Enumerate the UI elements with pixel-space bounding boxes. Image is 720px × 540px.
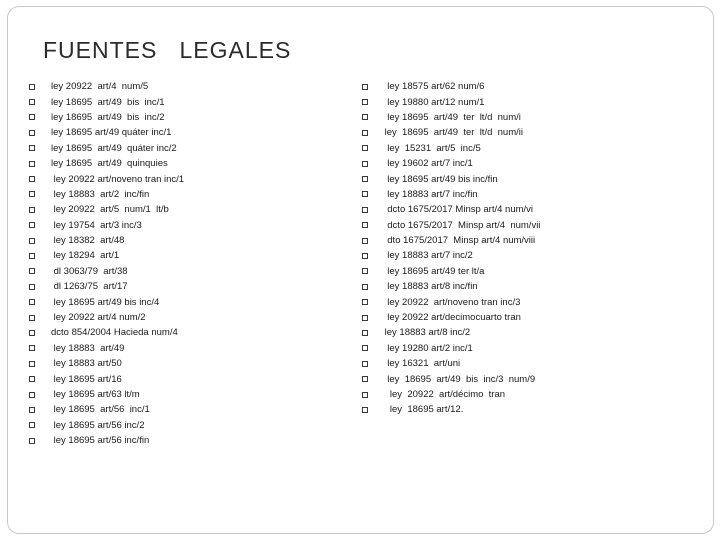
list-item	[29, 325, 184, 340]
square-bullet-icon	[29, 345, 35, 351]
list-item	[362, 187, 540, 202]
slide-title: FUENTES LEGALES	[43, 37, 292, 63]
list-item	[362, 156, 540, 171]
list-item-text: ley 18294 art/1	[51, 250, 120, 262]
list-item	[29, 202, 184, 217]
list-item	[29, 433, 184, 448]
list-item	[29, 125, 184, 140]
list-item-text: ley 18883 art/49	[51, 342, 125, 354]
list-item-text: ley 18883 art/2 inc/fin	[51, 188, 150, 200]
list-item	[362, 171, 540, 186]
square-bullet-icon	[29, 145, 35, 151]
list-item-text: ley 18695 art/49 quáter inc/1	[51, 127, 172, 139]
list-item	[29, 279, 184, 294]
square-bullet-icon	[29, 284, 35, 290]
square-bullet-icon	[362, 238, 368, 244]
square-bullet-icon	[362, 99, 368, 105]
list-item-text: ley 18695 art/49 bis inc/2	[51, 111, 165, 123]
list-item-text: dcto 854/2004 Hacieda num/4	[51, 327, 178, 339]
list-item-text: ley 19602 art/7 inc/1	[382, 158, 473, 170]
list-item	[362, 202, 540, 217]
list-item-text: ley 20922 art/5 num/1 lt/b	[51, 204, 169, 216]
square-bullet-icon	[29, 315, 35, 321]
list-item	[29, 248, 184, 263]
list-item	[362, 325, 540, 340]
list-item-text: ley 19280 art/2 inc/1	[382, 342, 473, 354]
list-item	[362, 79, 540, 94]
square-bullet-icon	[29, 422, 35, 428]
square-bullet-icon	[362, 176, 368, 182]
square-bullet-icon	[362, 161, 368, 167]
list-item	[29, 356, 184, 371]
square-bullet-icon	[362, 114, 368, 120]
square-bullet-icon	[29, 407, 35, 413]
list-item	[362, 371, 540, 386]
list-item	[362, 141, 540, 156]
square-bullet-icon	[29, 253, 35, 259]
list-item	[29, 310, 184, 325]
list-item-text: ley 18883 art/8 inc/2	[382, 327, 471, 339]
list-item-text: ley 18695 art/49 ter lt/d num/i	[382, 111, 521, 123]
square-bullet-icon	[29, 191, 35, 197]
square-bullet-icon	[29, 238, 35, 244]
list-item-text: ley 18695 art/63 lt/m	[51, 389, 140, 400]
square-bullet-icon	[29, 376, 35, 382]
list-item	[29, 156, 184, 171]
list-item-text: ley 20922 art/decimocuarto tran	[382, 312, 521, 324]
list-item-text: ley 18883 art/8 inc/fin	[382, 281, 478, 293]
list-item-text: ley 18883 art/7 inc/fin	[382, 188, 478, 200]
list-item	[362, 341, 540, 356]
list-item	[29, 402, 184, 417]
square-bullet-icon	[362, 207, 368, 213]
list-item	[362, 279, 540, 294]
list-item	[29, 264, 184, 279]
list-item	[29, 371, 184, 386]
list-item	[362, 233, 540, 248]
square-bullet-icon	[362, 407, 368, 413]
list-item-text: ley 18695 art/56 inc/2	[51, 419, 145, 431]
list-item	[29, 171, 184, 186]
list-item-text: ley 18883 art/7 inc/2	[382, 250, 473, 262]
list-item	[29, 294, 184, 309]
list-item-text: ley 20922 art/4 num/5	[51, 81, 149, 93]
square-bullet-icon	[29, 99, 35, 105]
list-item-text: dcto 1675/2017 Minsp art/4 num/vi	[382, 204, 534, 216]
square-bullet-icon	[29, 207, 35, 213]
list-item-text: ley 18695 art/49 bis inc/3 num/9	[382, 373, 536, 385]
list-item	[29, 233, 184, 248]
square-bullet-icon	[362, 345, 368, 351]
list-item-text: ley 18695 art/56 inc/1	[51, 404, 150, 416]
left-column-list	[29, 79, 184, 448]
list-item-text: ley 19754 art/3 inc/3	[51, 219, 142, 231]
square-bullet-icon	[362, 392, 368, 398]
square-bullet-icon	[362, 84, 368, 90]
list-item	[29, 418, 184, 433]
list-item	[29, 187, 184, 202]
square-bullet-icon	[29, 84, 35, 90]
square-bullet-icon	[362, 330, 368, 336]
square-bullet-icon	[362, 253, 368, 259]
list-item-text: ley 20922 art/4 num/2	[51, 312, 146, 324]
list-item	[362, 94, 540, 109]
list-item	[362, 402, 540, 417]
list-item	[29, 79, 184, 94]
square-bullet-icon	[362, 284, 368, 290]
list-item-text: ley 18695 art/49 ter lt/a	[382, 265, 485, 277]
list-item-text: ley 20922 art/décimo tran	[382, 389, 506, 400]
square-bullet-icon	[29, 392, 35, 398]
square-bullet-icon	[362, 268, 368, 274]
square-bullet-icon	[362, 376, 368, 382]
list-item	[362, 218, 540, 233]
list-item-text: ley 18695 art/16	[51, 373, 122, 385]
list-item-text: ley 18382 art/48	[51, 235, 125, 247]
list-item-text: ley 18695 art/49 quáter inc/2	[51, 142, 177, 154]
list-item	[362, 387, 540, 402]
list-item-text: dl 1263/75 art/17	[51, 281, 128, 293]
list-item-text: ley 18695 art/49 bis inc/fin	[382, 173, 498, 185]
list-item-text: ley 20922 art/noveno tran inc/3	[382, 296, 521, 308]
list-item-text: ley 18883 art/50	[51, 358, 122, 370]
list-item	[29, 141, 184, 156]
list-item-text: ley 15231 art/5 inc/5	[382, 142, 481, 154]
square-bullet-icon	[362, 315, 368, 321]
list-item	[362, 125, 540, 140]
list-item	[362, 264, 540, 279]
list-item-text: ley 18575 art/62 num/6	[382, 81, 485, 93]
list-item-text: dl 3063/79 art/38	[51, 265, 128, 277]
list-item	[29, 341, 184, 356]
square-bullet-icon	[29, 438, 35, 444]
square-bullet-icon	[29, 161, 35, 167]
right-column-list	[362, 79, 540, 418]
square-bullet-icon	[29, 361, 35, 367]
list-item-text: ley 16321 art/uni	[382, 358, 461, 370]
list-item	[362, 248, 540, 263]
list-item-text: dto 1675/2017 Minsp art/4 num/viii	[382, 235, 536, 247]
square-bullet-icon	[362, 130, 368, 136]
list-item-text: ley 18695 art/56 inc/fin	[51, 435, 150, 447]
square-bullet-icon	[29, 130, 35, 136]
list-item	[362, 294, 540, 309]
list-item-text: ley 18695 art/12.	[382, 404, 464, 416]
square-bullet-icon	[362, 361, 368, 367]
list-item-text: ley 18695 art/49 quinquies	[51, 158, 168, 170]
square-bullet-icon	[29, 330, 35, 336]
list-item-text: ley 19880 art/12 num/1	[382, 96, 485, 108]
list-item	[362, 310, 540, 325]
list-item-text: ley 18695 art/49 bis inc/4	[51, 296, 160, 308]
square-bullet-icon	[362, 299, 368, 305]
list-item-text: ley 18695 art/49 bis inc/1	[51, 96, 165, 108]
square-bullet-icon	[29, 222, 35, 228]
square-bullet-icon	[29, 299, 35, 305]
square-bullet-icon	[29, 176, 35, 182]
list-item	[29, 94, 184, 109]
list-item	[362, 356, 540, 371]
square-bullet-icon	[362, 145, 368, 151]
list-item	[29, 218, 184, 233]
square-bullet-icon	[29, 268, 35, 274]
list-item	[29, 110, 184, 125]
list-item	[362, 110, 540, 125]
list-item-text: ley 20922 art/noveno tran inc/1	[51, 173, 185, 185]
square-bullet-icon	[362, 222, 368, 228]
square-bullet-icon	[362, 191, 368, 197]
list-item-text: ley 18695 art/49 ter lt/d num/ii	[382, 127, 523, 139]
list-item	[29, 387, 184, 402]
list-item-text: dcto 1675/2017 Minsp art/4 num/vii	[382, 219, 541, 231]
square-bullet-icon	[29, 114, 35, 120]
